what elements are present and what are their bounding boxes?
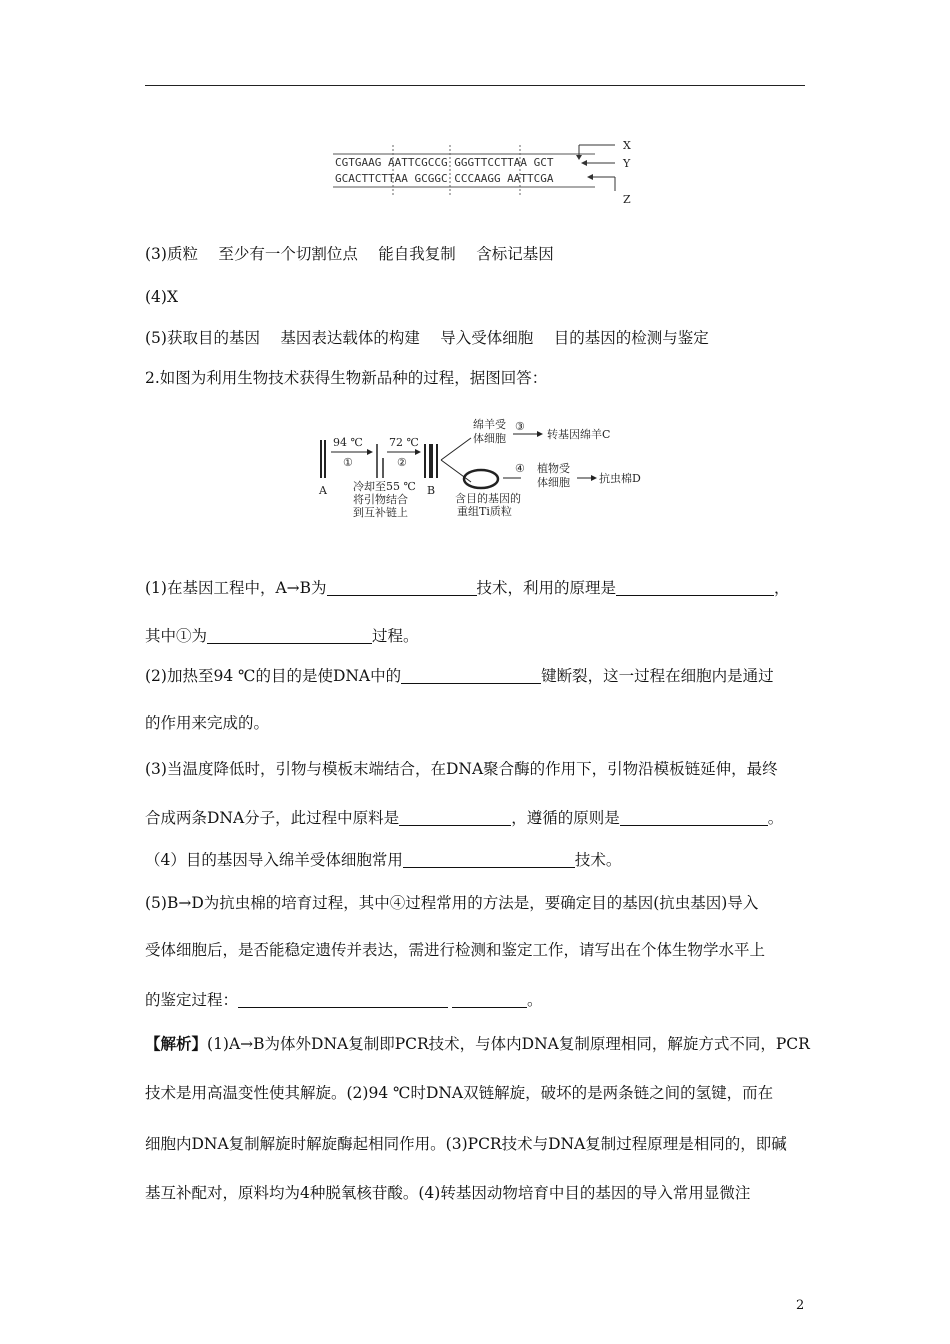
q5-blank-1[interactable]	[238, 991, 448, 1008]
dna-bottom-strand: GCACTTCTTAA GCGGC CCCAAGG AATTCGA	[335, 172, 554, 185]
analysis-line-2: 技术是用高温变性使其解旋。(2)94 ℃时DNA双链解旋，破坏的是两条链之间的氢键，而在	[145, 1084, 774, 1102]
label-b: B	[427, 484, 436, 497]
q1-line-1: (1)在基因工程中，A→B为 技术，利用的原理是 ，	[145, 579, 790, 597]
label-y: Y	[623, 157, 631, 170]
answer-5: (5)获取目的基因 基因表达载体的构建 导入受体细胞 目的基因的检测与鉴定	[145, 329, 709, 347]
q5-blank-2[interactable]	[452, 991, 527, 1008]
label-x: X	[623, 139, 631, 152]
analysis-line-4: 基互补配对，原料均为4种脱氧核苷酸。(4)转基因动物培育中目的基因的导入常用显微注	[145, 1184, 751, 1202]
pcr-process-figure	[315, 410, 685, 520]
page-number: 2	[796, 1298, 805, 1313]
step-4-label: ④	[515, 462, 525, 475]
q2-line-2: 的作用来完成的。	[145, 714, 270, 732]
temp-94: 94 ℃	[333, 436, 363, 449]
step-3-label: ③	[515, 420, 525, 433]
step-1-label: ①	[343, 456, 353, 469]
dna-top-strand: CGTGAAG AATTCGCCG GGGTTCCTTAA GCT	[335, 156, 554, 169]
header-rule	[145, 85, 805, 86]
q3-line-1: (3)当温度降低时，引物与模板末端结合，在DNA聚合酶的作用下，引物沿模板链延伸，最终	[145, 760, 778, 778]
plant-cell-1: 植物受	[537, 462, 570, 475]
note-cool: 冷却至55 ℃	[353, 480, 416, 493]
q5-line-1: (5)B→D为抗虫棉的培育过程，其中④过程常用的方法是，要确定目的基因(抗虫基因)导入	[145, 894, 759, 912]
analysis-line-3: 细胞内DNA复制解旋时解旋酶起相同作用。(3)PCR技术与DNA复制过程原理是相同的，即碱	[145, 1135, 787, 1153]
q2-blank-1[interactable]	[401, 667, 541, 684]
q3-line-2: 合成两条DNA分子，此过程中原料是 ，遵循的原则是 。	[145, 809, 784, 827]
plant-cell-2: 体细胞	[537, 476, 570, 489]
q3-blank-1[interactable]	[399, 809, 511, 826]
question-2-stem: 2.如图为利用生物技术获得生物新品种的过程，据图回答：	[145, 369, 548, 387]
label-a: A	[319, 484, 327, 497]
q4-blank[interactable]	[403, 851, 575, 868]
dna-sequence-figure	[325, 135, 645, 210]
step-2-label: ②	[397, 456, 407, 469]
q5-line-3: 的鉴定过程： 。	[145, 991, 543, 1009]
q5-line-2: 受体细胞后，是否能稳定遗传并表达，需进行检测和鉴定工作，请写出在个体生物学水平上	[145, 941, 766, 959]
answer-4: (4)X	[145, 288, 178, 306]
q1-blank-1[interactable]	[327, 579, 477, 596]
note-primer: 将引物结合	[353, 493, 408, 506]
plasmid-label-2: 重组Ti质粒	[457, 505, 512, 518]
q2-line-1: (2)加热至94 ℃的目的是使DNA中的 键断裂，这一过程在细胞内是通过	[145, 667, 774, 685]
q3-blank-2[interactable]	[620, 809, 768, 826]
analysis-line-1: 【解析】(1)A→B为体外DNA复制即PCR技术，与体内DNA复制原理相同，解旋方式不同，PCR	[145, 1034, 810, 1053]
sheep-cell-2: 体细胞	[473, 432, 506, 445]
answer-3: (3)质粒 至少有一个切割位点 能自我复制 含标记基因	[145, 245, 554, 263]
q1-blank-3[interactable]	[207, 627, 372, 644]
transgenic-sheep: 转基因绵羊C	[547, 428, 611, 441]
plasmid-label-1: 含目的基因的	[455, 492, 521, 505]
q1-line-2: 其中①为 过程。	[145, 627, 419, 645]
temp-72: 72 ℃	[389, 436, 419, 449]
insect-resistant-cotton: 抗虫棉D	[599, 472, 641, 485]
q1-blank-2[interactable]	[616, 579, 774, 596]
note-complement: 到互补链上	[353, 506, 408, 519]
label-z: Z	[623, 193, 631, 206]
q4-line: （4）目的基因导入绵羊受体细胞常用 技术。	[145, 851, 622, 869]
sheep-cell-1: 绵羊受	[473, 418, 506, 431]
